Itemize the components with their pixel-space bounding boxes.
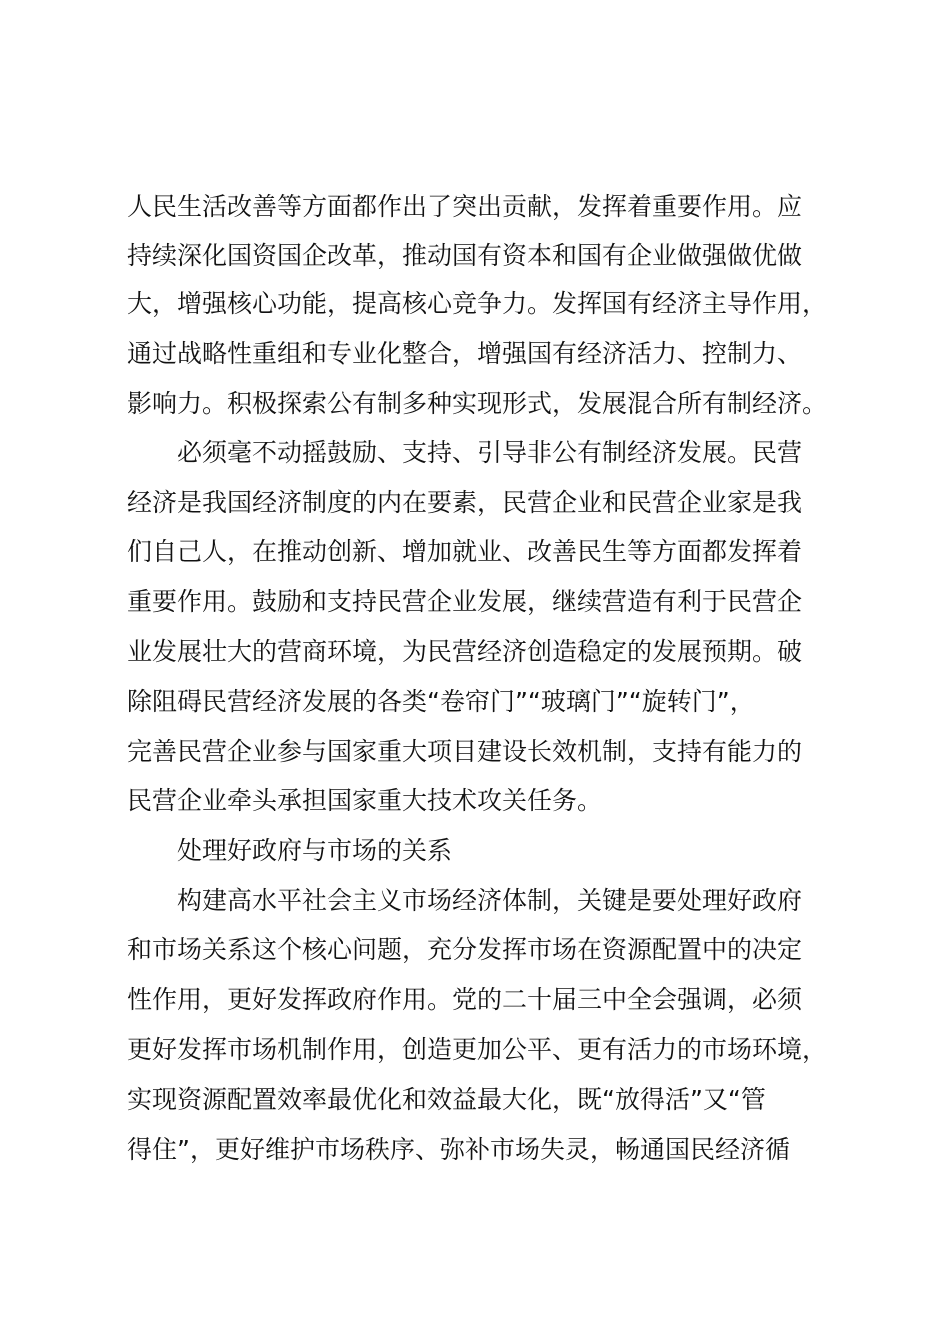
paragraph-line: 性作用，更好发挥政府作用。党的二十届三中全会强调，必须 bbox=[127, 985, 803, 1014]
paragraph-line: 民营企业牵头承担国家重大技术攻关任务。 bbox=[127, 786, 603, 815]
paragraph-line: 们自己人，在推动创新、增加就业、改善民生等方面都发挥着 bbox=[127, 537, 803, 566]
paragraph-line: 和市场关系这个核心问题，充分发挥市场在资源配置中的决定 bbox=[127, 935, 803, 964]
paragraph-line: 构建高水平社会主义市场经济体制，关键是要处理好政府 bbox=[177, 886, 803, 915]
paragraph-line: 持续深化国资国企改革，推动国有资本和国有企业做强做优做 bbox=[127, 241, 803, 270]
paragraph-line: 业发展壮大的营商环境，为民营经济创造稳定的发展预期。破 bbox=[127, 637, 803, 666]
paragraph-line: 实现资源配置效率最优化和效益最大化，既“放得活”又“管 bbox=[127, 1085, 766, 1114]
paragraph-line: 人民生活改善等方面都作出了突出贡献，发挥着重要作用。应 bbox=[127, 192, 803, 221]
paragraph-line: 大，增强核心功能，提高核心竞争力。发挥国有经济主导作用， bbox=[127, 289, 828, 318]
paragraph-line: 完善民营企业参与国家重大项目建设长效机制，支持有能力的 bbox=[127, 737, 803, 766]
paragraph-line: 得住”，更好维护市场秩序、弥补市场失灵，畅通国民经济循 bbox=[127, 1135, 790, 1164]
paragraph-line: 通过战略性重组和专业化整合，增强国有经济活力、控制力、 bbox=[127, 339, 803, 368]
paragraph-line: 影响力。积极探索公有制多种实现形式，发展混合所有制经济。 bbox=[127, 389, 828, 418]
paragraph-line: 经济是我国经济制度的内在要素，民营企业和民营企业家是我 bbox=[127, 488, 803, 517]
paragraph-line: 更好发挥市场机制作用，创造更加公平、更有活力的市场环境， bbox=[127, 1035, 828, 1064]
paragraph-line: 重要作用。鼓励和支持民营企业发展，继续营造有利于民营企 bbox=[127, 587, 803, 616]
paragraph-line: 除阻碍民营经济发展的各类“卷帘门”“玻璃门”“旋转门”， bbox=[127, 687, 755, 716]
section-heading: 处理好政府与市场的关系 bbox=[177, 836, 453, 865]
paragraph-line: 必须毫不动摇鼓励、支持、引导非公有制经济发展。民营 bbox=[177, 438, 803, 467]
